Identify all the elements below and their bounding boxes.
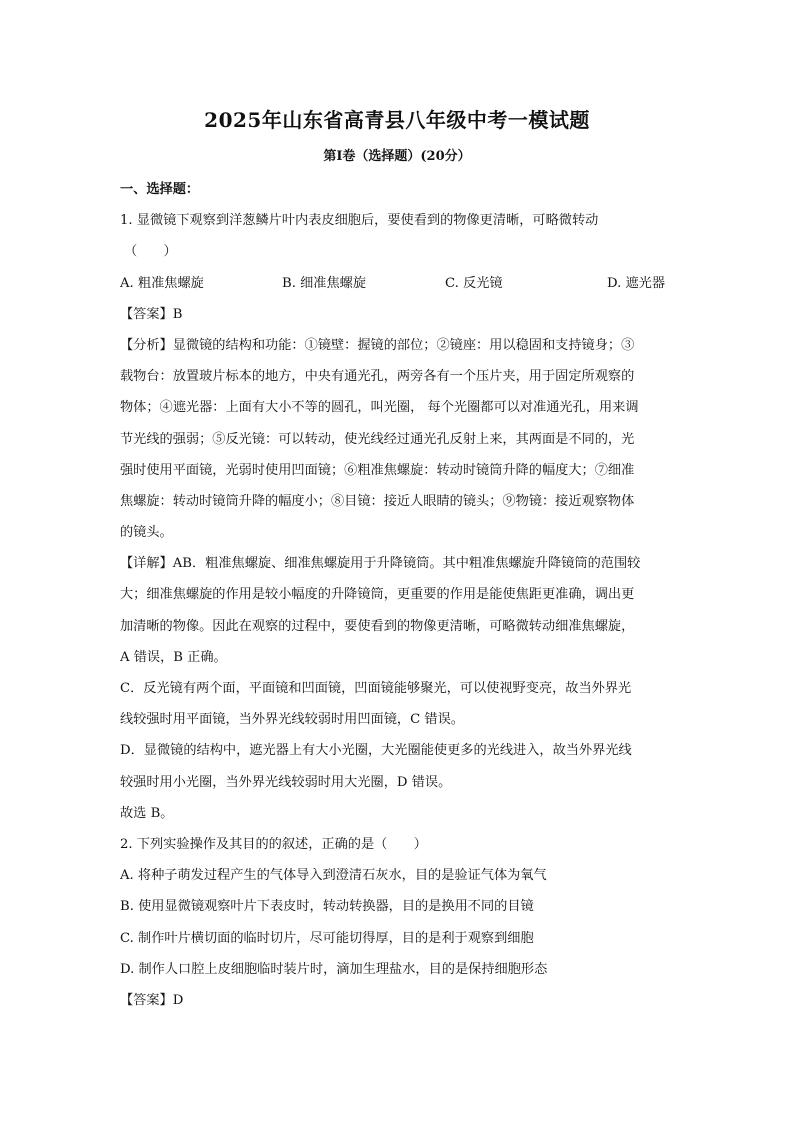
- q1-option-d: D. 遮光器: [607, 275, 666, 291]
- q2-stem: 2. 下列实验操作及其目的的叙述，正确的是（ ）: [120, 836, 427, 852]
- q1-detail-line: 较强时用小光圈，当外界光线较弱时用大光圈，D 错误。: [120, 774, 452, 790]
- q1-option-b: B. 细准焦螺旋: [282, 275, 367, 291]
- q2-option-c: C. 制作叶片横切面的临时切片，尽可能切得厚，目的是利于观察到细胞: [120, 930, 534, 946]
- q1-answer: [120, 299, 675, 330]
- q1-detail-label: 【详解】: [120, 556, 173, 572]
- q1-detail-line: [120, 548, 675, 579]
- q1-detail-line: A 错误，B 正确。: [120, 649, 227, 665]
- page-subtitle: 第Ⅰ卷（选择题）(20分）: [323, 149, 471, 164]
- q1-analysis-line: 焦螺旋：转动时镜筒升降的幅度小；⑧目镜：接近人眼睛的镜头；⑨物镜：接近观察物体: [120, 493, 635, 509]
- q1-analysis-text: 显微镜的结构和功能：①镜壁：握镜的部位；②镜座：用以稳固和支持镜身；③: [172, 337, 635, 353]
- q1-analysis-line: 载物台：放置玻片标本的地方，中央有通光孔，两旁各有一个压片夹，用于固定所观察的: [120, 369, 635, 385]
- q1-option-a: A. 粗准焦螺旋: [120, 275, 204, 291]
- page-title: 2025年山东省高青县八年级中考一模试题: [204, 108, 590, 132]
- q1-detail-line: 线较强时用平面镜，当外界光线较弱时用凹面镜，C 错误。: [120, 712, 464, 728]
- q2-answer-label: 【答案】: [120, 992, 173, 1008]
- q1-analysis-line: [120, 330, 675, 361]
- q2-answer: [120, 985, 675, 1016]
- q1-detail-line: 大；细准焦螺旋的作用是较小幅度的升降镜筒，更重要的作用是能使焦距更准确，调出更: [120, 587, 635, 603]
- q1-analysis-line: 强时使用平面镜，光弱时使用凹面镜；⑥粗准焦螺旋：转动时镜筒升降的幅度大；⑦细准: [120, 462, 635, 478]
- q1-detail-line: 加清晰的物像。因此在观察的过程中，要使看到的物像更清晰，可略微转动细准焦螺旋，: [120, 618, 635, 634]
- q1-analysis-line: 的镜头。: [120, 525, 173, 541]
- section-heading: 一、选择题：: [120, 182, 200, 197]
- q1-analysis-line: 物体；④遮光器：上面有大小不等的圆孔，叫光圈， 每个光圈都可以对准通光孔，用来调: [120, 400, 639, 416]
- q2-option-b: B. 使用显微镜观察叶片下表皮时，转动转换器，目的是换用不同的目镜: [120, 899, 534, 915]
- q1-detail-line: D．显微镜的结构中，遮光器上有大小光圈，大光圈能使更多的光线进入，故当外界光线: [120, 743, 632, 759]
- q1-detail-text: AB．粗准焦螺旋、细准焦螺旋用于升降镜筒。其中粗准焦螺旋升降镜筒的范围较: [172, 556, 641, 572]
- q1-options: [120, 268, 675, 299]
- q2-option-a: A. 将种子萌发过程产生的气体导入到澄清石灰水，目的是验证气体为氧气: [120, 868, 547, 884]
- q2-answer-value: D: [172, 992, 184, 1008]
- q1-detail-line: C．反光镜有两个面，平面镜和凹面镜，凹面镜能够聚光，可以使视野变亮，故当外界光: [120, 681, 632, 696]
- q1-blank: （ ）: [124, 244, 177, 260]
- q1-answer-label: 【答案】: [120, 306, 173, 322]
- q1-option-c: C. 反光镜: [445, 275, 503, 291]
- q1-analysis-line: 节光线的强弱；⑤反光镜：可以转动，使光线经过通光孔反射上来，其两面是不同的，光: [120, 431, 635, 447]
- exam-body: [120, 174, 675, 1016]
- q1-conclusion: 故选 B。: [120, 805, 174, 821]
- q1-analysis-label: 【分析】: [120, 337, 173, 353]
- q1-answer-value: B: [172, 306, 183, 322]
- q2-option-d: D. 制作人口腔上皮细胞临时装片时，滴加生理盐水，目的是保持细胞形态: [120, 961, 548, 977]
- q1-stem: 1. 显微镜下观察到洋葱鳞片叶内表皮细胞后，要使看到的物像更清晰，可略微转动: [120, 213, 599, 229]
